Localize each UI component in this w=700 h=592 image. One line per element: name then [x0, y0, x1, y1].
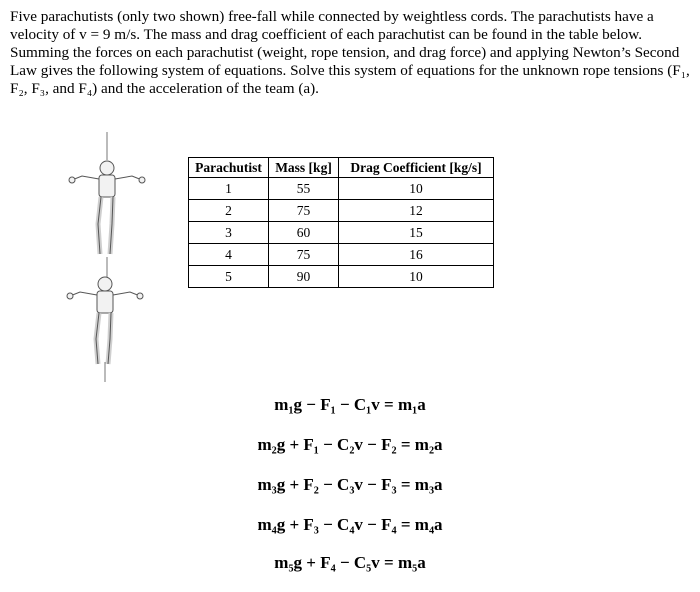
- header-drag-coefficient: Drag Coefficient [kg/s]: [339, 158, 494, 178]
- parachutists-illustration-icon: [62, 132, 152, 382]
- cell-parachutist: 2: [189, 200, 269, 222]
- parachutist-parameters-table: [188, 157, 494, 288]
- table-row: [189, 178, 494, 200]
- cell-drag: 10: [339, 178, 494, 200]
- table-row: [189, 244, 494, 266]
- table-row: [189, 200, 494, 222]
- cell-mass: 55: [269, 178, 339, 200]
- equation-5: m₅g + F₄ − C₅v = m₅a: [274, 553, 426, 572]
- cell-drag: 16: [339, 244, 494, 266]
- cell-mass: 75: [269, 244, 339, 266]
- cell-drag: 10: [339, 266, 494, 288]
- table-row: [189, 266, 494, 288]
- cell-mass: 60: [269, 222, 339, 244]
- cell-drag: 12: [339, 200, 494, 222]
- cell-parachutist: 5: [189, 266, 269, 288]
- cell-drag: 15: [339, 222, 494, 244]
- equation-3: m₃g + F₂ − C₃v − F₃ = m₃a: [257, 475, 443, 494]
- table-header-row: [189, 158, 494, 178]
- header-mass: Mass [kg]: [269, 158, 339, 178]
- cell-parachutist: 3: [189, 222, 269, 244]
- equation-2: m₂g + F₁ − C₂v − F₂ = m₂a: [257, 435, 443, 454]
- header-parachutist: Parachutist: [189, 158, 269, 178]
- table-row: [189, 222, 494, 244]
- cell-parachutist: 1: [189, 178, 269, 200]
- equation-1: m₁g − F₁ − C₁v = m₁a: [274, 395, 426, 414]
- problem-statement: Five parachutists (only two shown) free-fall while connected by weightless cords. The parachutists have a velocity of v = 9 m/s. The mass and drag coefficient of each parachutist can be found in the table below. Summing the forces on each parachutist (weight, rope tension, and drag force) and applying Newton’s Second Law gives the following system of equations. Solve this system of equations for the unknown rope tensions (F₁, F₂, F₃, and F₄) and the acceleration of the team (a).: [10, 8, 690, 97]
- cell-parachutist: 4: [189, 244, 269, 266]
- equation-4: m₄g + F₃ − C₄v − F₄ = m₄a: [257, 515, 443, 534]
- cell-mass: 75: [269, 200, 339, 222]
- cell-mass: 90: [269, 266, 339, 288]
